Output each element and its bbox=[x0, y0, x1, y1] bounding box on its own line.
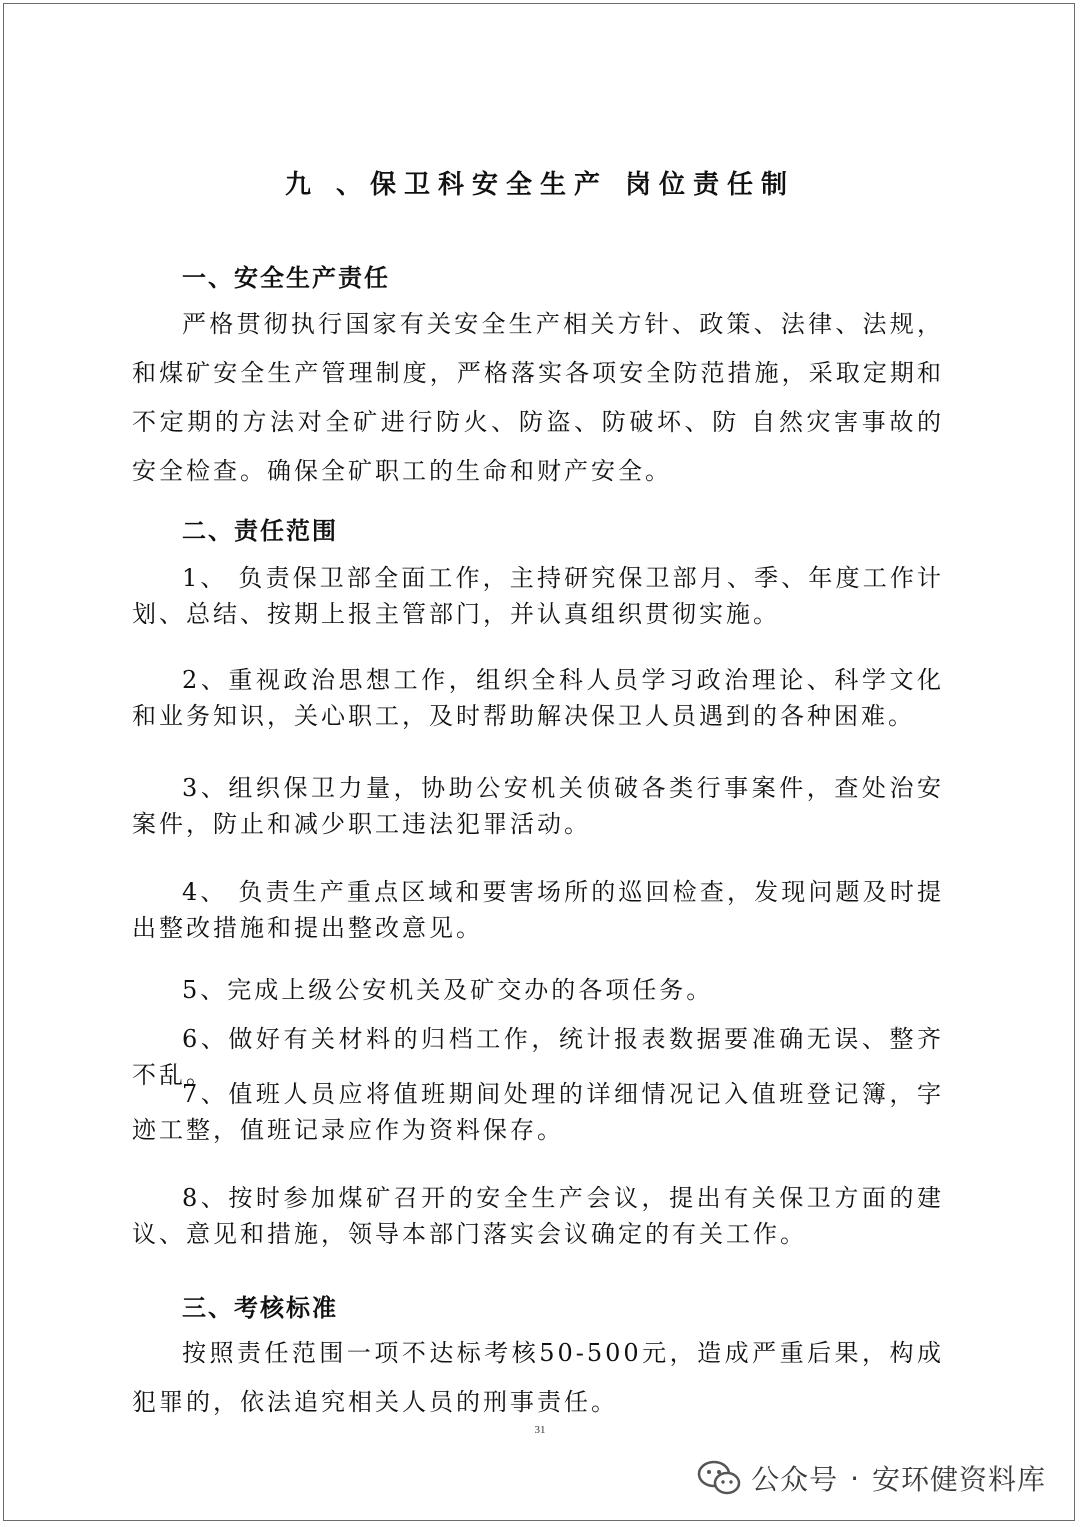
section-heading-scope: 二、责任范围 bbox=[182, 516, 338, 545]
page-frame bbox=[3, 3, 1075, 1521]
section-paragraph: 按照责任范围一项不达标考核50-500元，造成严重后果，构成犯罪的，依法追究相关人员的刑事责任。 bbox=[132, 1339, 944, 1416]
list-item: 4、 负责生产重点区域和要害场所的巡回检查，发现问题及时提出整改措施和提出整改意见。 bbox=[132, 878, 944, 942]
section-heading-assessment: 三、考核标准 bbox=[182, 1293, 338, 1322]
watermark bbox=[697, 1458, 1046, 1498]
watermark-account-type: 公众号 bbox=[751, 1463, 839, 1496]
list-item: 5、完成上级公安机关及矿交办的各项任务。 bbox=[182, 976, 714, 1004]
section-heading-responsibility: 一、安全生产责任 bbox=[182, 263, 390, 292]
watermark-account-name: 安环健资料库 bbox=[871, 1463, 1046, 1496]
document-title: 九 、保卫科安全生产 岗位责任制 bbox=[284, 170, 796, 200]
section-paragraph: 严格贯彻执行国家有关安全生产相关方针、政策、法律、法规，和煤矿安全生产管理制度，严格落实各项安全防范措施，采取定期和不定期的方法对全矿进行防火、防盗、防破坏、防 自然灾害事故的安全检查。确保全矿职工的生命和财产安全。 bbox=[132, 310, 944, 485]
list-item: 2、重视政治思想工作，组织全科人员学习政治理论、科学文化和业务知识，关心职工，及时帮助解决保卫人员遇到的各种困难。 bbox=[132, 666, 944, 730]
list-item: 3、组织保卫力量，协助公安机关侦破各类行事案件，查处治安案件，防止和减少职工违法犯罪活动。 bbox=[132, 774, 944, 838]
list-item: 7、值班人员应将值班期间处理的详细情况记入值班登记簿，字迹工整，值班记录应作为资料保存。 bbox=[132, 1080, 944, 1144]
list-item: 8、按时参加煤矿召开的安全生产会议，提出有关保卫方面的建议、意见和措施，领导本部门落实会议确定的有关工作。 bbox=[132, 1184, 944, 1248]
wechat-icon bbox=[697, 1460, 741, 1496]
watermark-separator: · bbox=[850, 1461, 860, 1495]
page-number: 31 bbox=[534, 1424, 546, 1436]
list-item: 1、 负责保卫部全面工作，主持研究保卫部月、季、年度工作计划、总结、按期上报主管部门，并认真组织贯彻实施。 bbox=[132, 564, 944, 628]
list-item: 6、做好有关材料的归档工作，统计报表数据要准确无误、整齐不乱。 bbox=[132, 1025, 944, 1089]
